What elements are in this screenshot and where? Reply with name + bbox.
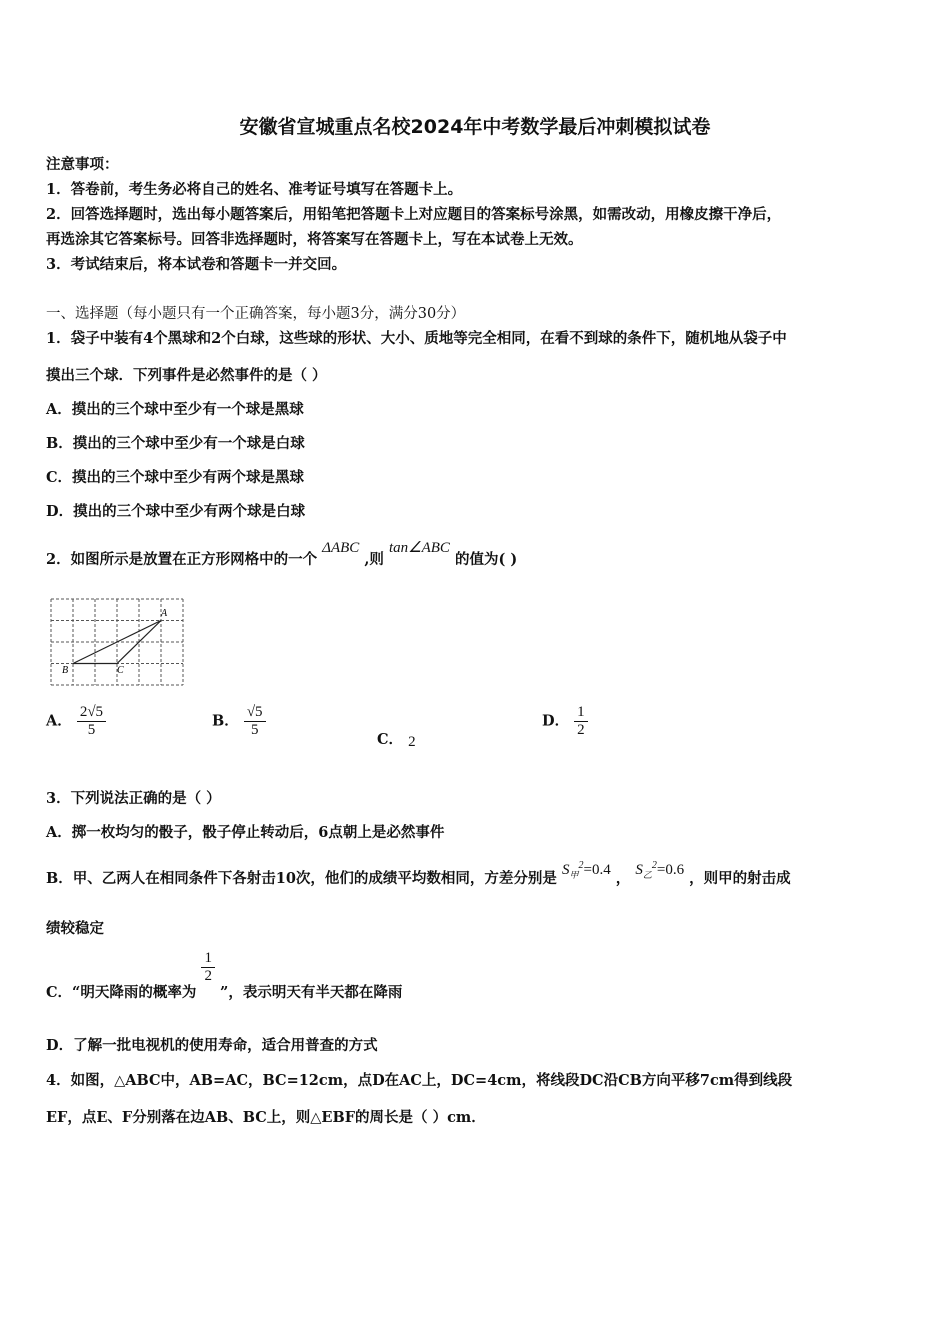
q1-stem-line1: 1．袋子中装有4个黑球和2个白球，这些球的形状、大小、质地等完全相同，在看不到球的条件下，随机地从袋子中: [46, 330, 787, 347]
q2-option-d-fraction: [574, 704, 588, 739]
q2-mid: ,则: [364, 551, 384, 568]
q2-option-c: [377, 728, 416, 749]
q2-option-b-den: 5: [250, 722, 259, 738]
q3-s-yi: S: [635, 862, 643, 878]
q2-triangle: ΔABC: [322, 540, 360, 556]
q3-yi-sub: 乙: [642, 870, 652, 880]
q3-option-c-text: C．“明天降雨的概率为: [46, 983, 197, 1001]
q1-option-d: D．摸出的三个球中至少有两个球是白球: [46, 503, 306, 520]
q3-option-b-tail: ，则甲的射击成: [689, 870, 791, 887]
q4-stem-line1: 4．如图，△ABC中，AB=AC，BC=12cm，点D在AC上，DC=4cm，将线段DC沿CB方向平移7cm得到线段: [46, 1072, 793, 1089]
q3-comma: ，: [615, 870, 631, 887]
q3-option-a: A．掷一枚均匀的骰子，骰子停止转动后，6点朝上是必然事件: [46, 824, 445, 841]
q2-option-d-label: D．: [542, 712, 570, 730]
q3-option-d: D．了解一批电视机的使用寿命，适合用普查的方式: [46, 1037, 378, 1054]
notice-item-1: 1．答卷前，考生务必将自己的姓名、准考证号填写在答题卡上。: [46, 181, 463, 198]
q2-option-b-label: B．: [212, 712, 239, 730]
label-a: A: [161, 608, 168, 619]
q2-stem: [46, 540, 518, 569]
q3-variance-jia: [562, 862, 611, 878]
page-title: 安徽省宣城重点名校2024年中考数学最后冲刺模拟试卷: [239, 116, 711, 138]
q2-option-b-num: √5: [244, 704, 266, 722]
q2-option-a-label: A．: [46, 712, 72, 730]
q2-prefix: 2．如图所示是放置在正方形网格中的一个: [46, 551, 318, 568]
q1-option-c: C．摸出的三个球中至少有两个球是黑球: [46, 469, 305, 486]
q2-option-b: [212, 704, 266, 739]
q3-yi-square: 2: [651, 860, 657, 871]
q1-option-a: A．摸出的三个球中至少有一个球是黑球: [46, 401, 304, 418]
q3-option-c: [46, 950, 403, 1001]
q2-option-a-fraction: [77, 704, 106, 739]
q3-jia-sub: 甲: [569, 870, 579, 880]
q3-variance-yi: [635, 862, 684, 878]
q2-option-c-label: C．: [377, 731, 404, 748]
q3-stem: 3．下列说法正确的是（ ）: [46, 790, 221, 807]
notice-item-2-cont: 再选涂其它答案标号。回答非选择题时，将答案写在答题卡上，写在本试卷上无效。: [46, 231, 583, 248]
q2-grid-figure: [48, 596, 188, 688]
q2-option-d-num: 1: [574, 704, 588, 722]
q3-s-jia: S: [562, 862, 570, 878]
label-c: C: [117, 665, 124, 676]
notice-item-2: 2．回答选择题时，选出每小题答案后，用铅笔把答题卡上对应题目的答案标号涂黑，如需改动，用橡皮擦干净后，: [46, 206, 782, 223]
q2-option-b-fraction: [244, 704, 266, 739]
q3-option-b-text: B．甲、乙两人在相同条件下各射击10次，他们的成绩平均数相同，方差分别是: [46, 870, 557, 887]
q3-c-num: 1: [201, 950, 215, 968]
label-b: B: [62, 665, 69, 676]
q3-jia-value: =0.4: [583, 862, 611, 878]
notice-heading: 注意事项：: [46, 156, 119, 173]
q2-option-a-den: 5: [87, 722, 96, 738]
q1-option-b: B．摸出的三个球中至少有一个球是白球: [46, 435, 305, 452]
q3-option-b: [46, 860, 791, 890]
q2-option-c-value: 2: [408, 733, 416, 750]
q3-jia-square: 2: [578, 860, 584, 871]
q4-stem-line2: EF，点E、F分别落在边AB、BC上，则△EBF的周长是（ ）cm．: [46, 1109, 486, 1126]
q3-yi-value: =0.6: [656, 862, 685, 878]
q3-option-c-fraction: [201, 950, 215, 985]
section-heading: 一、选择题（每小题只有一个正确答案，每小题3分，满分30分）: [46, 306, 466, 322]
q1-stem-line2: 摸出三个球．下列事件是必然事件的是（ ）: [46, 367, 327, 384]
q2-suffix: 的值为( ): [455, 551, 518, 568]
q2-tan: tan∠ABC: [388, 540, 450, 556]
q3-c-den: 2: [204, 968, 212, 984]
q2-option-d: [542, 704, 588, 739]
q2-option-d-den: 2: [577, 722, 585, 738]
q2-option-a: [46, 704, 106, 739]
q2-option-a-num: 2√5: [77, 704, 106, 722]
q3-option-c-tail: ”，表示明天有半天都在降雨: [220, 983, 403, 1001]
q3-option-b-cont: 绩较稳定: [46, 920, 104, 937]
notice-item-3: 3．考试结束后，将本试卷和答题卡一并交回。: [46, 256, 347, 273]
